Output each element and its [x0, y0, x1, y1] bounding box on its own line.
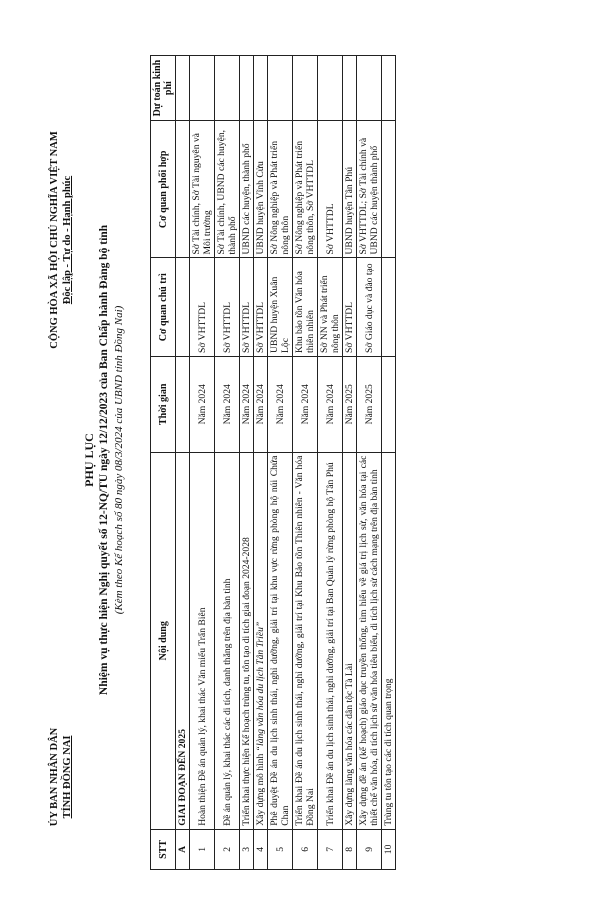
row-content [254, 452, 268, 829]
issuing-authority [48, 692, 74, 862]
row-lead-agency: Sở NN và Phát triển nông thôn [318, 258, 343, 356]
motto-line-2: Độc lập - Tự do - Hạnh phúc [62, 175, 73, 305]
table-row [343, 56, 357, 870]
row-stt: 4 [254, 829, 268, 869]
table-row [240, 56, 254, 870]
document-title [82, 30, 126, 890]
content-text: Xây dựng mô hình [255, 751, 266, 826]
header-lead-agency: Cơ quan chủ trì [151, 258, 176, 356]
content-text: Xây dựng đề án (kế hoạch) giáo dục truyền thống, tìm hiểu về giá trị lịch sử, văn hóa tại các thiết chế văn hóa, di tích lịch sử văn hóa tiêu biểu, di tích lịch sử cách mạng trên địa bàn tỉnh [358, 455, 380, 826]
content-text: Triển khai Đề án du lịch sinh thái, nghỉ dưỡng, giải trí tại Ban Quản lý rừng phòng hộ Tân Phú [324, 462, 336, 826]
row-lead-agency: Sở Giáo dục và đào tạo [357, 258, 382, 356]
row-content [215, 452, 240, 829]
row-budget [382, 56, 396, 121]
row-budget [190, 56, 215, 121]
row-content [343, 452, 357, 829]
row-coop-agency: Sở Nông nghiệp và Phát triển nông thôn, Sở VHTTDL [293, 121, 318, 258]
section-row [176, 56, 190, 870]
section-label: GIAI ĐOẠN ĐẾN 2025 [176, 452, 190, 829]
title-line-2: Nhiệm vụ thực hiện Nghị quyết số 12-NQ/TU ngày 12/12/2023 của Ban Chấp hành Đảng bộ tỉnh [98, 224, 110, 696]
row-time: Năm 2025 [343, 356, 357, 452]
row-lead-agency: Sở VHTTDL [190, 258, 215, 356]
row-lead-agency: Sở VHTTDL [215, 258, 240, 356]
header-stt: STT [151, 829, 176, 869]
row-coop-agency: Sở Tài chính, UBND các huyện, thành phố [215, 121, 240, 258]
row-stt: 3 [240, 829, 254, 869]
header-content: Nội dung [151, 452, 176, 829]
table-row [382, 56, 396, 870]
table-row [190, 56, 215, 870]
table-row [318, 56, 343, 870]
row-time: Năm 2024 [190, 356, 215, 452]
empty-cell [176, 356, 190, 452]
row-budget [240, 56, 254, 121]
empty-cell [176, 56, 190, 121]
content-text: Phê duyệt Đề án du lịch sinh thái, nghỉ dưỡng, giải trí tại khu vực rừng phòng hộ núi Chứa Chan [269, 455, 291, 826]
title-line-3: (Kèm theo Kế hoạch số 80 ngày 08/3/2024 của UBND tỉnh Đồng Nai) [113, 305, 125, 615]
row-time: Năm 2024 [215, 356, 240, 452]
empty-cell [176, 121, 190, 258]
content-text: Đề án quản lý, khai thác các di tích, danh thắng trên địa bàn tỉnh [221, 578, 233, 826]
rotated-document-page [40, 30, 600, 890]
row-budget [293, 56, 318, 121]
content-text: Hoàn thiện Đề án quản lý, khai thác Văn miếu Trấn Biên [196, 607, 208, 826]
row-content [268, 452, 293, 829]
row-coop-agency: Sở VHTTDL [318, 121, 343, 258]
header-coop-agency: Cơ quan phối hợp [151, 121, 176, 258]
header-time: Thời gian [151, 356, 176, 452]
row-lead-agency: Sở VHTTDL [254, 258, 268, 356]
row-stt: 10 [382, 829, 396, 869]
content-text: Trùng tu tôn tạo các di tích quan trọng [383, 678, 394, 826]
row-budget [268, 56, 293, 121]
row-budget [318, 56, 343, 121]
row-time: Năm 2024 [318, 356, 343, 452]
table-row [357, 56, 382, 870]
task-table [150, 55, 396, 870]
row-content [240, 452, 254, 829]
row-stt: 2 [215, 829, 240, 869]
row-content [357, 452, 382, 829]
empty-cell [176, 258, 190, 356]
row-time: Năm 2024 [268, 356, 293, 452]
row-time [382, 356, 396, 452]
table-row [293, 56, 318, 870]
row-coop-agency: UBND huyện Vĩnh Cửu [254, 121, 268, 258]
row-stt: 1 [190, 829, 215, 869]
content-text: Triển khai Đề án du lịch sinh thái, nghỉ dưỡng, giải trí tại Khu Bảo tồn Thiên nhiên - Văn hóa Đồng Nai [294, 455, 316, 826]
table-header-row [151, 56, 176, 870]
row-time: Năm 2024 [293, 356, 318, 452]
national-motto [48, 90, 74, 390]
table-row [254, 56, 268, 870]
header-budget: Dự toán kinh phí [151, 56, 176, 121]
authority-line-2: TỈNH ĐỒNG NAI [62, 735, 73, 819]
row-lead-agency: UBND huyện Xuân Lộc [268, 258, 293, 356]
row-stt: 5 [268, 829, 293, 869]
row-content [318, 452, 343, 829]
row-lead-agency [382, 258, 396, 356]
row-content [382, 452, 396, 829]
row-time: Năm 2024 [254, 356, 268, 452]
authority-line-1: ỦY BAN NHÂN DÂN [49, 727, 60, 827]
row-budget [343, 56, 357, 121]
section-stt: A [176, 829, 190, 869]
row-stt: 7 [318, 829, 343, 869]
title-line-1: PHỤ LỤC [82, 433, 96, 487]
content-text: Triển khai thực hiện Kế hoạch trùng tu, tôn tạo di tích giai đoạn 2024-2028 [241, 537, 252, 826]
row-lead-agency: Sở VHTTDL [343, 258, 357, 356]
table-row [268, 56, 293, 870]
row-coop-agency [382, 121, 396, 258]
table-row [215, 56, 240, 870]
row-budget [357, 56, 382, 121]
row-content [190, 452, 215, 829]
row-stt: 8 [343, 829, 357, 869]
row-coop-agency: UBND huyện Tân Phú [343, 121, 357, 258]
row-content [293, 452, 318, 829]
row-budget [254, 56, 268, 121]
content-italic-text: “làng văn hóa du lịch Tân Triều” [255, 621, 266, 752]
motto-line-1: CỘNG HÒA XÃ HỘI CHỦ NGHĨA VIỆT NAM [49, 131, 60, 349]
content-text: Xây dựng làng văn hóa các dân tộc Tà Lài [344, 663, 355, 826]
row-coop-agency: Sở Nông nghiệp và Phát triển nông thôn [268, 121, 293, 258]
row-lead-agency: Khu bảo tồn Văn hóa thiên nhiên [293, 258, 318, 356]
row-lead-agency: Sở VHTTDL [240, 258, 254, 356]
row-coop-agency: Sở Tài chính, Sở Tài nguyên và Môi trường [190, 121, 215, 258]
row-coop-agency: UBND các huyện, thành phố [240, 121, 254, 258]
row-time: Năm 2024 [240, 356, 254, 452]
row-time: Năm 2025 [357, 356, 382, 452]
row-budget [215, 56, 240, 121]
row-stt: 6 [293, 829, 318, 869]
row-coop-agency: Sở VHTTDL; Sở Tài chính và UBND các huyện thành phố [357, 121, 382, 258]
row-stt: 9 [357, 829, 382, 869]
